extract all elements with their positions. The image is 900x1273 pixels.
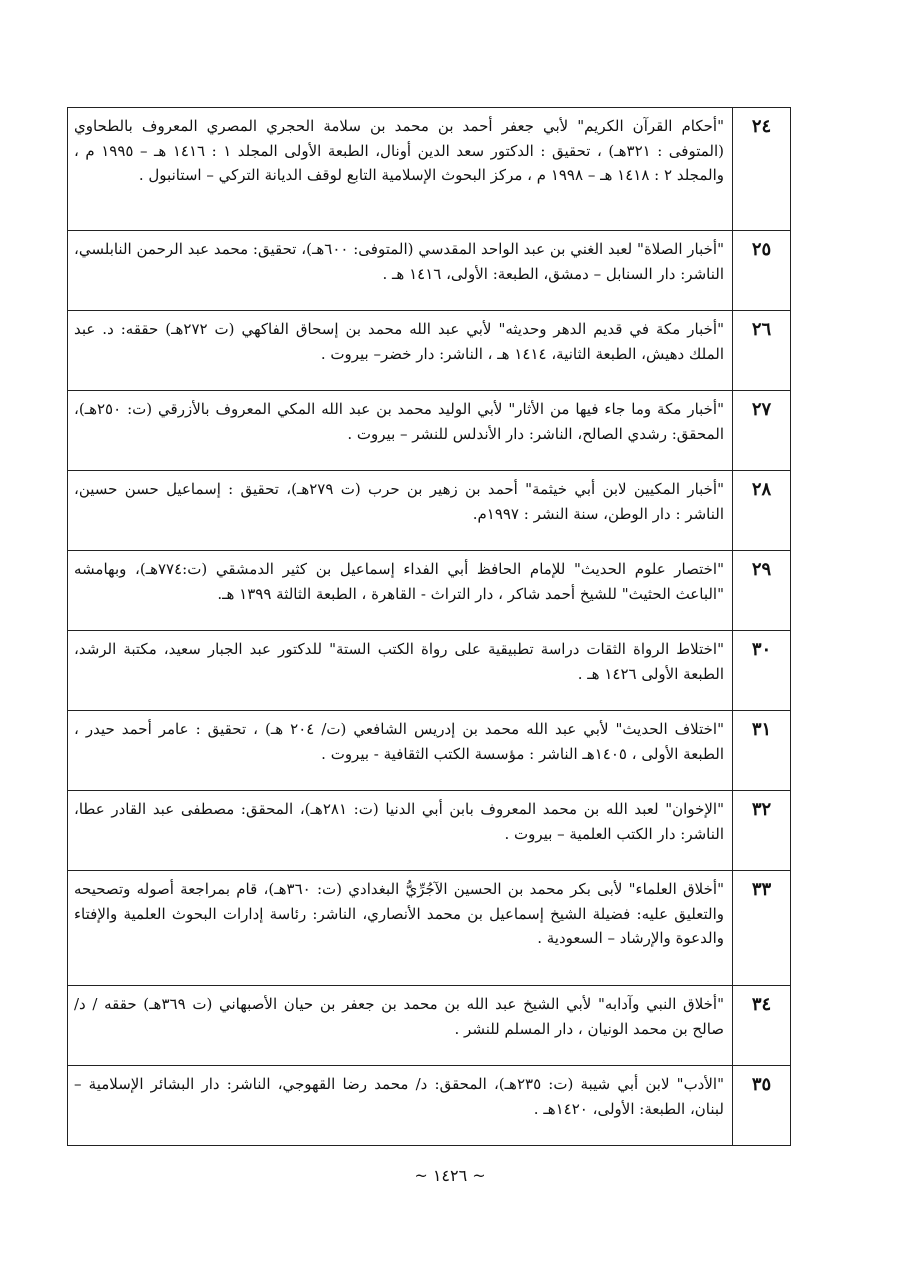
entry-number: ٢٧: [733, 391, 791, 471]
table-row: [68, 631, 791, 711]
entry-number: ٢٨: [733, 471, 791, 551]
entry-text: "اختلاف الحديث" لأبي عبد الله محمد بن إدريس الشافعي (ت/ ٢٠٤ هـ) ، تحقيق : عامر أحمد حيدر ، الطبعة الأولى ، ١٤٠٥هـ الناشر : مؤسسة الكتب الثقافية - بيروت .: [68, 711, 733, 791]
entry-text: "اختصار علوم الحديث" للإمام الحافظ أبي الفداء إسماعيل بن كثير الدمشقي (ت:٧٧٤هـ)، وبهامشه "الباعث الحثيث" للشيخ أحمد شاكر ، دار التراث - القاهرة ، الطبعة الثالثة ١٣٩٩ هـ.: [68, 551, 733, 631]
entry-number: ٢٩: [733, 551, 791, 631]
table-row: [68, 871, 791, 986]
references-page: [67, 107, 791, 1146]
entry-number: ٣١: [733, 711, 791, 791]
entry-text: "أحكام القرآن الكريم" لأبي جعفر أحمد بن محمد بن سلامة الحجري المصري المعروف بالطحاوي (المتوفى : ٣٢١هـ) ، تحقيق : الدكتور سعد الدين أونال، الطبعة الأولى المجلد ١ : ١٤١٦ هـ – ١٩٩٥ م ، والمجلد ٢ : ١٤١٨ هـ – ١٩٩٨ م ، مركز البحوث الإسلامية التابع لوقف الديانة التركي – استانبول .: [68, 108, 733, 231]
references-table: [67, 107, 791, 1146]
table-row: [68, 231, 791, 311]
entry-number: ٣٣: [733, 871, 791, 986]
entry-text: "أخبار مكة في قديم الدهر وحديثه" لأبي عبد الله محمد بن إسحاق الفاكهي (ت ٢٧٢هـ) حققه: د. عبد الملك دهيش، الطبعة الثانية، ١٤١٤ هـ ، الناشر: دار خضر– بيروت .: [68, 311, 733, 391]
table-row: [68, 986, 791, 1066]
entry-text: "أخبار مكة وما جاء فيها من الأثار" لأبي الوليد محمد بن عبد الله المكي المعروف بالأزرقي (ت: ٢٥٠هـ)، المحقق: رشدي الصالح، الناشر: دار الأندلس للنشر – بيروت .: [68, 391, 733, 471]
table-row: [68, 471, 791, 551]
entry-text: "أخلاق النبي وآدابه" لأبي الشيخ عبد الله بن محمد بن جعفر بن حيان الأصبهاني (ت ٣٦٩هـ) حققه / د/ صالح بن محمد الونيان ، دار المسلم للنشر .: [68, 986, 733, 1066]
table-row: [68, 311, 791, 391]
entry-number: ٢٥: [733, 231, 791, 311]
entry-number: ٣٠: [733, 631, 791, 711]
entry-number: ٣٢: [733, 791, 791, 871]
table-row: [68, 791, 791, 871]
entry-number: ٢٤: [733, 108, 791, 231]
entry-number: ٣٤: [733, 986, 791, 1066]
table-row: [68, 108, 791, 231]
table-row: [68, 711, 791, 791]
table-row: [68, 551, 791, 631]
entry-text: "أخلاق العلماء" لأبى بكر محمد بن الحسين الآجُرِّيُّ البغدادي (ت: ٣٦٠هـ)، قام بمراجعة أصوله وتصحيحه والتعليق عليه: فضيلة الشيخ إسماعيل بن محمد الأنصاري، الناشر: رئاسة إدارات البحوث العلمية والإفتاء والدعوة والإرشاد – السعودية .: [68, 871, 733, 986]
entry-text: "الأدب" لابن أبي شيبة (ت: ٢٣٥هـ)، المحقق: د/ محمد رضا القهوجي، الناشر: دار البشائر الإسلامية – لبنان، الطبعة: الأولى، ١٤٢٠هـ .: [68, 1066, 733, 1146]
entry-text: "أخبار المكيين لابن أبي خيثمة" أحمد بن زهير بن حرب (ت ٢٧٩هـ)، تحقيق : إسماعيل حسن حسين، الناشر : دار الوطن، سنة النشر : ١٩٩٧م.: [68, 471, 733, 551]
entry-number: ٢٦: [733, 311, 791, 391]
entry-text: "اختلاط الرواة الثقات دراسة تطبيقية على رواة الكتب الستة" للدكتور عبد الجبار سعيد، مكتبة الرشد، الطبعة الأولى ١٤٢٦ هـ .: [68, 631, 733, 711]
entry-text: "أخبار الصلاة" لعبد الغني بن عبد الواحد المقدسي (المتوفى: ٦٠٠هـ)، تحقيق: محمد عبد الرحمن النابلسي، الناشر: دار السنابل – دمشق، الطبعة: الأولى، ١٤١٦ هـ .: [68, 231, 733, 311]
table-row: [68, 391, 791, 471]
page-number: ~ ١٤٢٦ ~: [414, 1166, 486, 1185]
entry-text: "الإخوان" لعبد الله بن محمد المعروف بابن أبي الدنيا (ت: ٢٨١هـ)، المحقق: مصطفى عبد القادر عطا، الناشر: دار الكتب العلمية – بيروت .: [68, 791, 733, 871]
table-row: [68, 1066, 791, 1146]
entry-number: ٣٥: [733, 1066, 791, 1146]
